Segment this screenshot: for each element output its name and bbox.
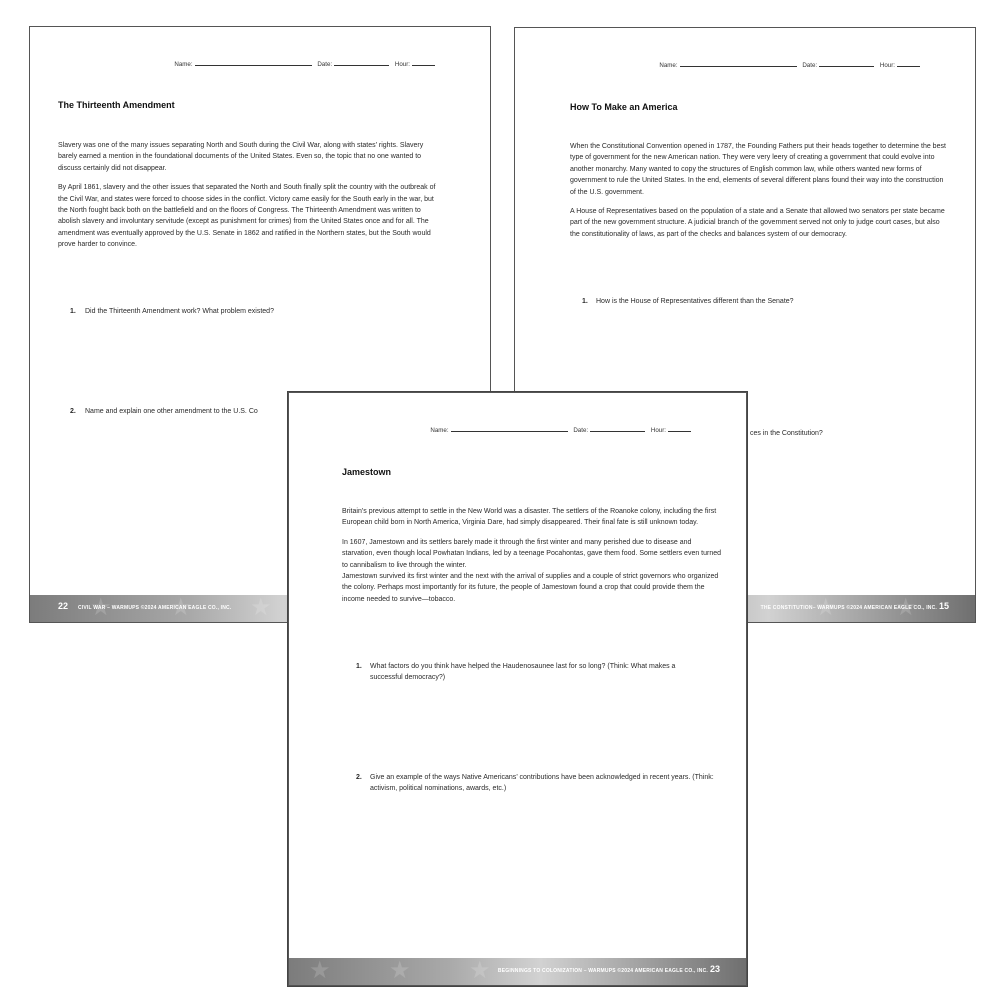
question-text: Give an example of the ways Native Americans’ contributions have been acknowledged in recent years. (Think: activism, political nominations, awards, etc.) xyxy=(370,774,714,793)
question-number: 1. xyxy=(356,663,362,670)
reading-passage xyxy=(570,141,950,248)
hour-blank xyxy=(668,426,691,432)
name-blank xyxy=(451,426,568,432)
question-text: Did the Thirteenth Amendment work? What problem existed? xyxy=(85,308,274,315)
question-text: How is the House of Representatives different than the Senate? xyxy=(596,298,794,305)
name-blank xyxy=(680,61,797,67)
date-blank xyxy=(819,61,874,67)
reading-passage xyxy=(58,140,438,259)
question-number: 2. xyxy=(356,774,362,781)
hour-blank xyxy=(412,60,435,66)
hour-blank xyxy=(897,61,920,67)
paragraph: When the Constitutional Convention opened in 1787, the Founding Fathers put their heads together to determine the best type of government for the new American nation. They were very leery of creating a government that could evolve into another monarchy. Many wanted to copy the structures of English common law, while others wanted new forms of government to rule the United States. In the end, elements of several different plans found their way into the construction of the U.S. government. xyxy=(570,143,946,196)
name-label: Name: xyxy=(174,61,193,68)
date-blank xyxy=(334,60,389,66)
page-title: Jamestown xyxy=(342,467,392,477)
student-info-header xyxy=(659,61,920,69)
question-text: What factors do you think have helped the Haudenosaunee last for so long? (Think: What makes a successful democracy?) xyxy=(370,663,676,682)
question-1 xyxy=(582,296,952,307)
worksheet-page-jamestown xyxy=(288,392,747,986)
page-title: The Thirteenth Amendment xyxy=(58,100,175,110)
reading-passage xyxy=(342,506,722,613)
question-1 xyxy=(356,661,676,684)
page-footer: ★ ★ ★ BEGINNINGS TO COLONIZATION – WARMUPS ©2024 AMERICAN EAGLE CO., INC. 23 xyxy=(289,958,746,985)
name-label: Name: xyxy=(659,62,678,69)
hour-label: Hour: xyxy=(650,427,666,434)
question-text: ces in the Constitution? xyxy=(750,430,823,437)
hour-label: Hour: xyxy=(879,62,895,69)
paragraph: Jamestown survived its first winter and the next with the arrival of supplies and a couple of strict governors who organized the colony. Perhaps most importantly for its future, the people of Jamestown found a crop that could provide them the income needed to survive—tobacco. xyxy=(342,573,719,603)
date-blank xyxy=(590,426,645,432)
student-info-header xyxy=(174,60,435,68)
page-footer: ★ ★ THE CONSTITUTION– WARMUPS ©2024 AMERICAN EAGLE CO., INC. 15 xyxy=(515,595,975,622)
question-number: 2. xyxy=(70,408,76,415)
footer-text: BEGINNINGS TO COLONIZATION – WARMUPS ©2024 AMERICAN EAGLE CO., INC. xyxy=(497,968,708,974)
paragraph: Slavery was one of the many issues separating North and South during the Civil War, along with states’ rights. Slavery barely earned a mention in the foundational documents of the United States. Even so, the topic that no one wanted to discuss certainly did not disappear. xyxy=(58,142,424,172)
question-number: 1. xyxy=(70,308,76,315)
page-number: 15 xyxy=(938,601,949,611)
date-label: Date: xyxy=(317,61,333,68)
paragraph: In 1607, Jamestown and its settlers barely made it through the first winter and many perished due to disease and starvation, even though local Powhatan Indians, led by a teenage Pocahontas, gave them food. Some settlers even turned to cannibalism to live through the winter. xyxy=(342,538,722,569)
question-2 xyxy=(356,772,731,795)
footer-text: THE CONSTITUTION– WARMUPS ©2024 AMERICAN EAGLE CO., INC. xyxy=(760,605,937,611)
name-label: Name: xyxy=(430,427,449,434)
question-number: 1. xyxy=(582,298,588,305)
page-title: How To Make an America xyxy=(570,102,678,112)
page-footer: ★ ★ ★ 22 CIVIL WAR – WARMUPS ©2024 AMERICAN EAGLE CO., INC. xyxy=(30,595,490,622)
date-label: Date: xyxy=(802,62,818,69)
paragraph: A House of Representatives based on the population of a state and a Senate that allowed two senators per state became part of the new government structure. A judicial branch of the government served not only to judge court cases, but also the constitutionality of laws, as part of the checks and balances system of our democracy. xyxy=(570,208,945,238)
paragraph: By April 1861, slavery and the other issues that separated the North and South finally split the country with the outbreak of the Civil War, and states were forced to choose sides in the conflict. Victory came easily for the South early in the war, but the North fought back both on the battlefield and on the floors of Congress. The Thirteenth Amendment was written to abolish slavery and involuntary servitude (except as punishment for crimes) from the United States once and for all. The amendment was eventually approved by the U.S. Senate in 1862 and ratified in the Northern states, but the South would prove harder to convince. xyxy=(58,184,436,249)
student-info-header xyxy=(430,426,691,434)
hour-label: Hour: xyxy=(394,61,410,68)
question-1 xyxy=(70,306,450,317)
footer-text: CIVIL WAR – WARMUPS ©2024 AMERICAN EAGLE CO., INC. xyxy=(78,605,232,611)
question-2 xyxy=(750,428,950,439)
name-blank xyxy=(195,60,312,66)
paragraph: Britain’s previous attempt to settle in the New World was a disaster. The settlers of the Roanoke colony, including the first European child born in North America, Virginia Dare, had simply disappeared. Their final fate is still unknown today. xyxy=(342,508,717,527)
page-number: 23 xyxy=(709,964,720,974)
question-text: Name and explain one other amendment to the U.S. Co xyxy=(85,408,258,415)
date-label: Date: xyxy=(573,427,589,434)
page-number: 22 xyxy=(58,601,69,611)
